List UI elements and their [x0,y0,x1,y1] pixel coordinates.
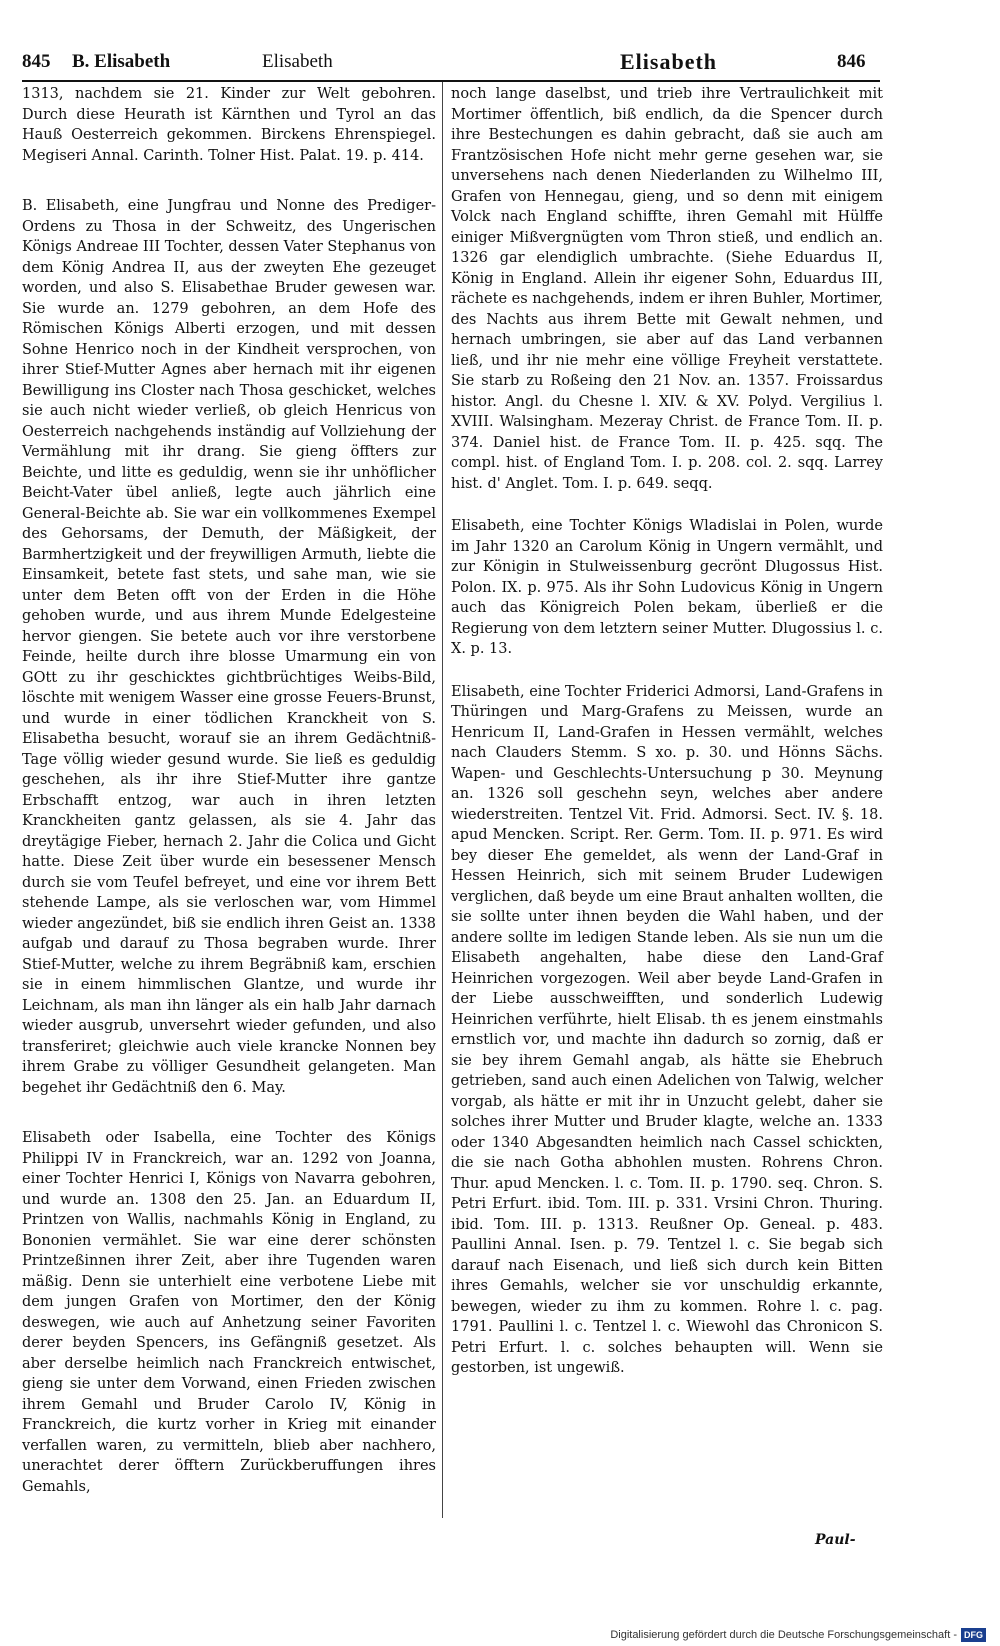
page-number-right: 846 [837,51,866,72]
paragraph-elisabeth-thuringia: Elisabeth, eine Tochter Friderici Admorsi, Land-Grafens in Thüringen und Marg-Grafens zu Meissen, wurde an Henricum II, Land-Grafen in Hessen vermählt, welches nach Clauders Stemm. S xo. p. 30. und Hönns Sächs. Wapen- und Geschlechts-Untersuchung p 30. Meynung an. 1326 soll geschehn seyn, welches aber andere wiederstreiten. Tentzel Vit. Frid. Admorsi. Sect. IV. §. 18. apud Mencken. Script. Rer. Germ. Tom. II. p. 971. Es wird bey dieser Ehe gemeldet, als wenn der Land-Graf in Hessen Heinrich, sich mit seinem Bruder Ludewigen verglichen, daß beyde um eine Braut anhalten wollten, die sie sollte unter ihnen beyden die Wahl haben, und der andere sollte im ledigen Stande leben. Als sie nun um die Elisabeth angehalten, habe diese den Land-Graf Heinrichen vorgezogen. Weil aber beyde Land-Grafen in der Liebe ausschweifften, und sonderlich Ludewig Heinrichen verführte, hielt Elisab. th es jenem einstmahls ernstlich vor, und machte ihn dadurch so zornig, daß er sie bey ihrem Gemahl angab, als hätte sie Ehebruch getrieben, sand auch einen Adelichen von Talwig, welcher vorgab, als hätte er mit ihr in Unzucht gelebt, daher sie solches ihrer Mutter und Bruder klagte, welche an. 1333 oder 1340 Abgesandten heimlich nach Cassel schickten, die sie nach Gotha abhohlen musten. Rohrens Chron. Thur. apud Mencken. l. c. Tom. II. p. 1790. seq. Chron. S. Petri Erfurt. ibid. Tom. III. p. 331. Vrsini Chron. Thuring. ibid. Tom. III. p. 1313. Reußner Op. Geneal. p. 483. Paullini Annal. Isen. p. 79. Tentzel l. c. Sie begab sich darauf nach Eisenach, und ließ sich durch kein Bitten ihres Gemahls, welcher sie vor unschuldig erkannte, bewegen, wieder zu ihm zu kommen. Rohre l. c. pag. 1791. Paullini l. c. Tentzel l. c. Wiewohl das Chronicon S. Petri Erfurt. l. c. solches behaupten will. Wenn sie gestorben, ist ungewiß. [451,683,883,1376]
digitization-footer [610,1628,986,1642]
paragraph-isabella-continued: noch lange daselbst, und trieb ihre Vertraulichkeit mit Mortimer öffentlich, biß endlich, da die Spencer durch ihre Bestechungen es dahin gebracht, daß sie auch am Frantzösischen Hofe nicht mehr gerne gesehen war, sie unversehens nach denen Niederlanden zu Wilhelmo III, Grafen von Hennegau, gieng, und so denn mit einigem Volck nach England schiffte, ihren Gemahl mit Hülffe einiger Mißvergnügten vom Thron stieß, und endlich an. 1326 gar elendiglich umbrachte. (Siehe Eduardus II, König in England. Allein ihr eigener Sohn, Eduardus III, rächete es nachgehends, indem er ihren Buhler, Mortimer, des Nachts aus ihrem Bette mit Gewalt nehmen, und hernach umbringen, sie aber auf das Land verbannen ließ, und ihr nie mehr eine völlige Freyheit verstattete. Sie starb zu Roßeing den 21 Nov. an. 1357. Froissardus histor. Angl. du Chesne l. XIV. & XV. Polyd. Vergilius l. XVIII. Walsingham. Mezeray Christ. de France Tom. II. p. 374. Daniel hist. de France Tom. II. p. 425. sqq. The compl. hist. of England Tom. I. p. 208. col. 2. sqq. Larrey hist. d' Anglet. Tom. I. p. 649. seqq. [451,86,883,492]
running-header [22,50,880,82]
paragraph-b-elisabeth: B. Elisabeth, eine Jungfrau und Nonne des Prediger-Ordens zu Thosa in der Schweitz, des Ungerischen Königs Andreae III Tochter, dessen Vater Stephanus von dem König Andrea II, aus der zweyten Ehe gezeuget worden, und also S. Elisabethae Bruder gewesen war. Sie wurde an. 1279 gebohren, an dem Hofe des Römischen Königs Alberti erzogen, und mit dessen Sohne Henrico noch in der Kindheit versprochen, von ihrer Stief-Mutter Agnes aber hernach mit ihr eigenen Bewilligung ins Closter nach Thosa geschicket, welches sie auch nicht wieder verließ, ob gleich Henricus von Oesterreich nachgehends inständig auf Vollziehung der Vermählung mit ihr drang. Sie gieng öffters zur Beichte, und litte es geduldig, wenn sie ihr unhöflicher Beicht-Vater übel anließ, legte auch jährlich eine General-Beichte ab. Sie war ein vollkommenes Exempel des Gehorsams, der Demuth, der Mäßigkeit, der Barmhertzigkeit und der freywilligen Armuth, liebte die Einsamkeit, betete fast stets, und sahe man, wie sie unter dem Beten offt von der Erden in die Höhe gehoben wurde, und aus ihrem Munde Edelgesteine hervor giengen. Sie betete auch vor ihre verstorbene Feinde, heilte durch ihre blosse Umarmung ein von GOtt zu ihr geschicktes gichtbrüchtiges Weibs-Bild, löschte mit wenigem Wasser eine grosse Feuers-Brunst, und wurde in einer tödlichen Kranckheit von S. Elisabetha besucht, worauf sie an ihrem Gedächtniß-Tage völlig wieder gesund wurde. Sie ließ es geduldig geschehen, als ihr ihre Stief-Mutter ihre gantze Erbschafft entzog, war auch in ihren letzten Kranckheiten gantz gelassen, als sie 4. Jahr das dreytägige Fieber, hernach 2. Jahr die Colica und Gicht hatte. Diese Zeit über wurde ein besessener Mensch durch sie vom Teufel befreyet, und eine vor ihrem Bett stehende Lampe, als sie verloschen war, vom Himmel wieder angezündet, biß sie endlich ihren Geist an. 1338 aufgab und darauf zu Thosa begraben wurde. Ihrer Stief-Mutter, welche zu ihrem Begräbniß kam, erschien sie in einem himmlischen Glantze, und wurde ihr Leichnam, als man ihn länger als ein halb Jahr darnach wieder ausgrub, unversehrt wieder gefunden, und also transferiret; gleichwie auch viele krancke Nonnen bey ihrem Grabe zu völliger Gesundheit gelangeten. Man begehet ihr Gedächtniß den 6. May. [22,198,437,1096]
footer-text: Digitalisierung gefördert durch die Deutsche Forschungsgemeinschaft - [610,1629,957,1641]
left-head-title-2: Elisabeth [262,51,333,72]
paragraph-elisabeth-poland: Elisabeth, eine Tochter Königs Wladislai in Polen, wurde im Jahr 1320 an Carolum König in Ungern vermählt, und zur Königin in Stulweissenburg gecrönt Dlugossus Hist. Polon. IX. p. 975. Als ihr Sohn Ludovicus König in Ungern auch das Königreich Polen bekam, überließ er die Regierung von dem letztern seiner Mutter. Dlugossius l. c. X. p. 13. [451,518,883,657]
paragraph-elisabeth-isabella: Elisabeth oder Isabella, eine Tochter des Königs Philippi IV in Franckreich, war an. 1292 von Joanna, einer Tochter Henrici I, Königs von Navarra gebohren, und wurde an. 1308 den 25. Jan. an Eduardum II, Printzen von Wallis, nachmahls König in England, zu Bononien vermählet. Sie war eine derer schönsten Printzeßinnen ihrer Zeit, aber ihre Tugenden waren mäßig. Denn sie unterhielt eine verbotene Liebe mit dem jungen Grafen von Mortimer, den der König deswegen, wie auch auf Anhetzung seiner Favoriten derer beyden Spencers, ins Gefängniß gesetzet. Als aber derselbe heimlich nach Franckreich entwischet, gieng sie unter dem Vorwand, einen Frieden zwischen ihrem Gemahl und Bruder Carolo IV, König in Franckreich, die kurtz vorher in Krieg mit einander verfallen waren, zu vermitteln, blieb aber nachhero, unerachtet derer öfftern Zurückberuffungen ihres Gemahls, [22,1130,436,1495]
dfg-logo: DFG [961,1628,986,1642]
right-head-title: Elisabeth [620,49,718,74]
right-column [451,84,883,1379]
left-column [22,84,436,1497]
page-number-left: 845 [22,51,51,72]
left-head-title: B. Elisabeth [72,51,171,72]
paragraph-margaretha-end: 1313, nachdem sie 21. Kinder zur Welt gebohren. Durch diese Heurath ist Kärnthen und Tyrol an das Hauß Oesterreich gekommen. Birckens Ehrenspiegel. Megiseri Annal. Carinth. Tolner Hist. Palat. 19. p. 414. [22,86,436,164]
catchword: Paul- [815,1532,856,1548]
column-divider [442,82,443,1518]
